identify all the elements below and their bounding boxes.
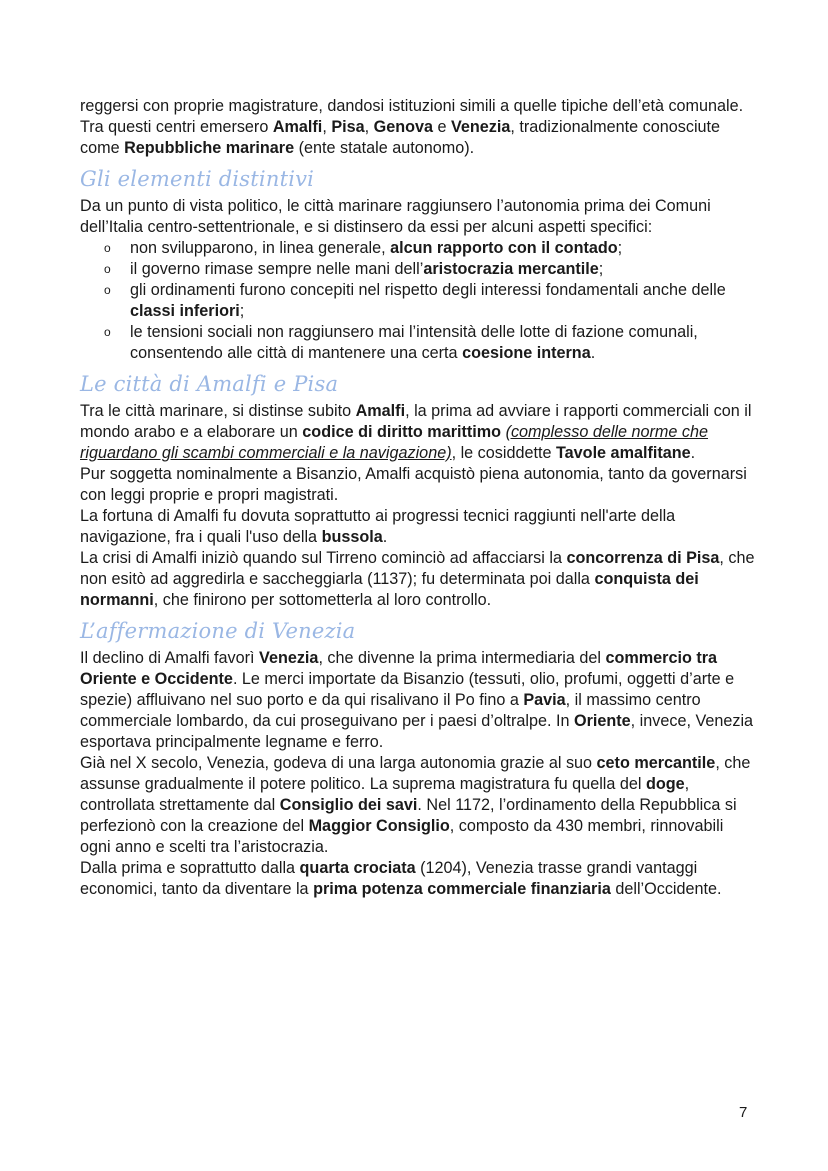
section-paragraph: Da un punto di vista politico, le città marinare raggiunsero l’autonomia prima dei Comuni dell’Italia centro-settentrionale, e si distinsero da essi per alcuni aspetti specifici:: [80, 197, 711, 236]
text-run: .: [382, 528, 388, 546]
text-run: Già nel X secolo, Venezia, godeva di una larga autonomia grazie al suo: [80, 754, 597, 772]
bullet-marker: o: [104, 262, 111, 276]
bold-term: doge: [646, 775, 685, 793]
bold-term: Venezia: [259, 649, 319, 667]
bold-term: Maggior Consiglio: [308, 817, 450, 835]
text-run: , invece, Venezia esportava principalmente legname e ferro.: [80, 712, 754, 751]
text-run: ,: [364, 118, 374, 136]
bullet-marker: o: [104, 241, 111, 255]
bullet-list: [80, 238, 756, 364]
list-item: [80, 238, 756, 259]
text-run: ;: [239, 302, 245, 320]
text-run: ,: [322, 118, 332, 136]
text-run: ;: [598, 260, 604, 278]
bold-term: quarta crociata: [299, 859, 416, 877]
bold-term: ceto mercantile: [596, 754, 716, 772]
text-run: non svilupparono, in linea generale,: [130, 239, 391, 257]
bold-term: classi inferiori: [130, 302, 240, 320]
bold-term: commercio tra Oriente e Occidente: [80, 649, 718, 688]
bold-term-amalfi: Amalfi: [272, 118, 323, 136]
list-item: [80, 259, 756, 280]
text-run: , le cosiddette: [451, 444, 556, 462]
section-title-venezia: L’affermazione di Venezia: [80, 619, 356, 643]
list-item: [80, 280, 756, 322]
text-run: Tra le città marinare, si distinse subito: [80, 402, 356, 420]
bullet-marker: o: [104, 325, 111, 339]
text-run: le tensioni sociali non raggiunsero mai l’intensità delle lotte di fazione comunali, consentendo alle città di mantenere una certa: [130, 323, 698, 362]
text-run: (ente statale autonomo).: [294, 139, 475, 157]
section-title-amalfi-pisa: Le città di Amalfi e Pisa: [80, 372, 339, 396]
text-run: ;: [617, 239, 623, 257]
text-run: , composto da 430 membri, rinnovabili ogni anno e scelti tra l’aristocrazia.: [80, 817, 724, 856]
bold-term-repubbliche-marinare: Repubbliche marinare: [124, 139, 295, 157]
text-run: La fortuna di Amalfi fu dovuta soprattutto ai progressi tecnici raggiunti nell'arte della navigazione, fra i quali l'uso della: [80, 507, 676, 546]
bold-term: prima potenza commerciale finanziaria: [313, 880, 611, 898]
text-run: , che non esitò ad aggredirla e saccheggiarla (1137); fu determinata poi dalla: [80, 549, 755, 588]
text-run: , la prima ad avviare i rapporti commerciali con il mondo arabo e a elaborare un: [80, 402, 752, 441]
text-run: , che divenne la prima intermediaria del: [318, 649, 606, 667]
bold-term: codice di diritto marittimo: [302, 423, 502, 441]
text-run: Il declino di Amalfi favorì: [80, 649, 260, 667]
section-paragraph: Pur soggetta nominalmente a Bisanzio, Amalfi acquistò piena autonomia, tanto da governarsi con leggi proprie e propri magistrati.: [80, 465, 747, 504]
section-paragraph: [80, 401, 756, 464]
bold-term-venezia: Venezia: [451, 118, 511, 136]
page-number: 7: [739, 1104, 748, 1121]
bold-term: Tavole amalfitane: [555, 444, 691, 462]
section-title-elementi-distintivi: Gli elementi distintivi: [80, 167, 315, 191]
bold-term: Consiglio dei savi: [279, 796, 418, 814]
bullet-marker: o: [104, 283, 111, 297]
text-run: Dalla prima e soprattutto dalla: [80, 859, 300, 877]
bold-term: Pavia: [523, 691, 566, 709]
list-item: [80, 322, 756, 364]
bold-term: Amalfi: [355, 402, 406, 420]
bold-term-genova: Genova: [373, 118, 434, 136]
section-paragraph: [80, 506, 756, 548]
text-run: , che finirono per sottometterla al loro controllo.: [153, 591, 492, 609]
text-run: . Nel 1172, l’ordinamento della Repubblica si perfezionò con la creazione del: [80, 796, 737, 835]
text-run: La crisi di Amalfi iniziò quando sul Tirreno cominciò ad affacciarsi la: [80, 549, 567, 567]
text-run: , che assunse gradualmente il potere politico. La suprema magistratura fu quella del: [80, 754, 751, 793]
bold-term: aristocrazia mercantile: [423, 260, 599, 278]
text-run: (1204), Venezia trasse grandi vantaggi economici, tanto da diventare la: [80, 859, 698, 898]
text-run: .: [590, 344, 596, 362]
text-run: il governo rimase sempre nelle mani dell’: [130, 260, 424, 278]
section-paragraph: [80, 858, 756, 900]
text-run: , tradizionalmente conosciute come: [80, 118, 721, 157]
bold-term-pisa: Pisa: [331, 118, 365, 136]
document-page: [80, 96, 756, 900]
bold-term: concorrenza di Pisa: [566, 549, 720, 567]
section-paragraph: [80, 648, 756, 753]
bold-term: Oriente: [573, 712, 631, 730]
bold-term: bussola: [321, 528, 383, 546]
text-run: , controllata strettamente dal: [80, 775, 690, 814]
text-run: . Le merci importate da Bisanzio (tessuti, olio, profumi, oggetti d’arte e spezie) affluivano nel suo porto e da qui risalivano il Po fino a: [80, 670, 735, 709]
section-paragraph: [80, 753, 756, 858]
text-run: reggersi con proprie magistrature, dandosi istituzioni simili a quelle tipiche dell’età comunale. Tra questi centri emersero: [80, 97, 744, 136]
intro-paragraph: [80, 96, 756, 159]
section-paragraph: [80, 548, 756, 611]
text-run: dell’Occidente.: [610, 880, 722, 898]
bold-term: coesione interna: [462, 344, 591, 362]
bold-term: conquista dei normanni: [80, 570, 699, 609]
text-run: .: [690, 444, 696, 462]
underlined-definition: (complesso delle norme che riguardano gli scambi commerciali e la navigazione): [80, 423, 709, 462]
bold-term: alcun rapporto con il contado: [390, 239, 618, 257]
text-run: e: [433, 118, 452, 136]
text-run: , il massimo centro commerciale lombardo, da cui proseguivano per i paesi d’oltralpe. In: [80, 691, 701, 730]
text-run: gli ordinamenti furono concepiti nel rispetto degli interessi fondamentali anche delle: [130, 281, 726, 299]
